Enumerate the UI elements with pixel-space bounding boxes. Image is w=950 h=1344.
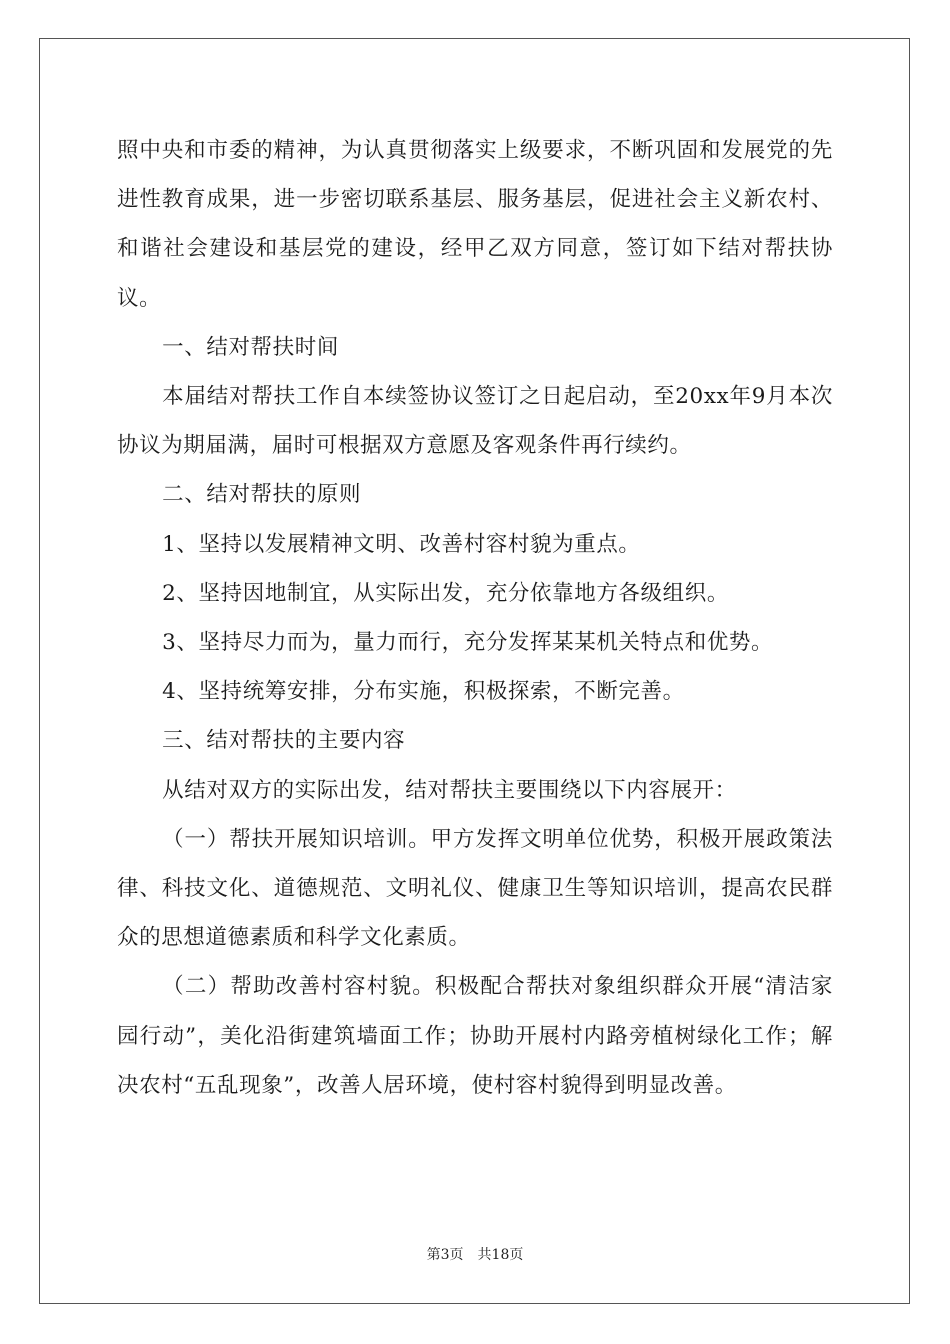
principle-item: 3、坚持尽力而为，量力而行，充分发挥某某机关特点和优势。: [162, 630, 774, 656]
paragraph-content-intro: 从结对双方的实际出发，结对帮扶主要围绕以下内容展开：: [162, 777, 737, 803]
principle-item: 2、坚持因地制宜，从实际出发，充分依靠地方各级组织。: [162, 580, 729, 606]
document-body: [117, 126, 833, 1110]
section-heading-principles: 二、结对帮扶的原则: [162, 482, 362, 508]
page-total: 共18页: [477, 1247, 524, 1263]
paragraph-village-improvement: （二）帮助改善村容村貌。积极配合帮扶对象组织群众开展“清洁家园行动”，美化沿街建筑墙面工作；协助开展村内路旁植树绿化工作；解决农村“五乱现象”，改善人居环境，使村容村貌得到明显改善。: [117, 974, 833, 1098]
paragraph-knowledge-training: （一）帮扶开展知识培训。甲方发挥文明单位优势，积极开展政策法律、科技文化、道德规范、文明礼仪、健康卫生等知识培训，提高农民群众的思想道德素质和科学文化素质。: [117, 826, 833, 951]
page-footer: [0, 1245, 950, 1265]
principle-item: 1、坚持以发展精神文明、改善村容村貌为重点。: [162, 531, 641, 557]
section-heading-content: 三、结对帮扶的主要内容: [162, 728, 406, 754]
paragraph-intro: 照中央和市委的精神，为认真贯彻落实上级要求，不断巩固和发展党的先进性教育成果，进一步密切联系基层、服务基层，促进社会主义新农村、和谐社会建设和基层党的建设，经甲乙双方同意，签订如下结对帮扶协议。: [117, 138, 833, 311]
section-heading-time: 一、结对帮扶时间: [162, 334, 339, 360]
principle-item: 4、坚持统筹安排，分布实施，积极探索，不断完善。: [162, 679, 685, 705]
paragraph-time: 本届结对帮扶工作自本续签协议签订之日起启动，至20xx年9月本次协议为期届满，届时可根据双方意愿及客观条件再行续约。: [117, 384, 833, 459]
page-number: 第3页: [426, 1247, 464, 1263]
